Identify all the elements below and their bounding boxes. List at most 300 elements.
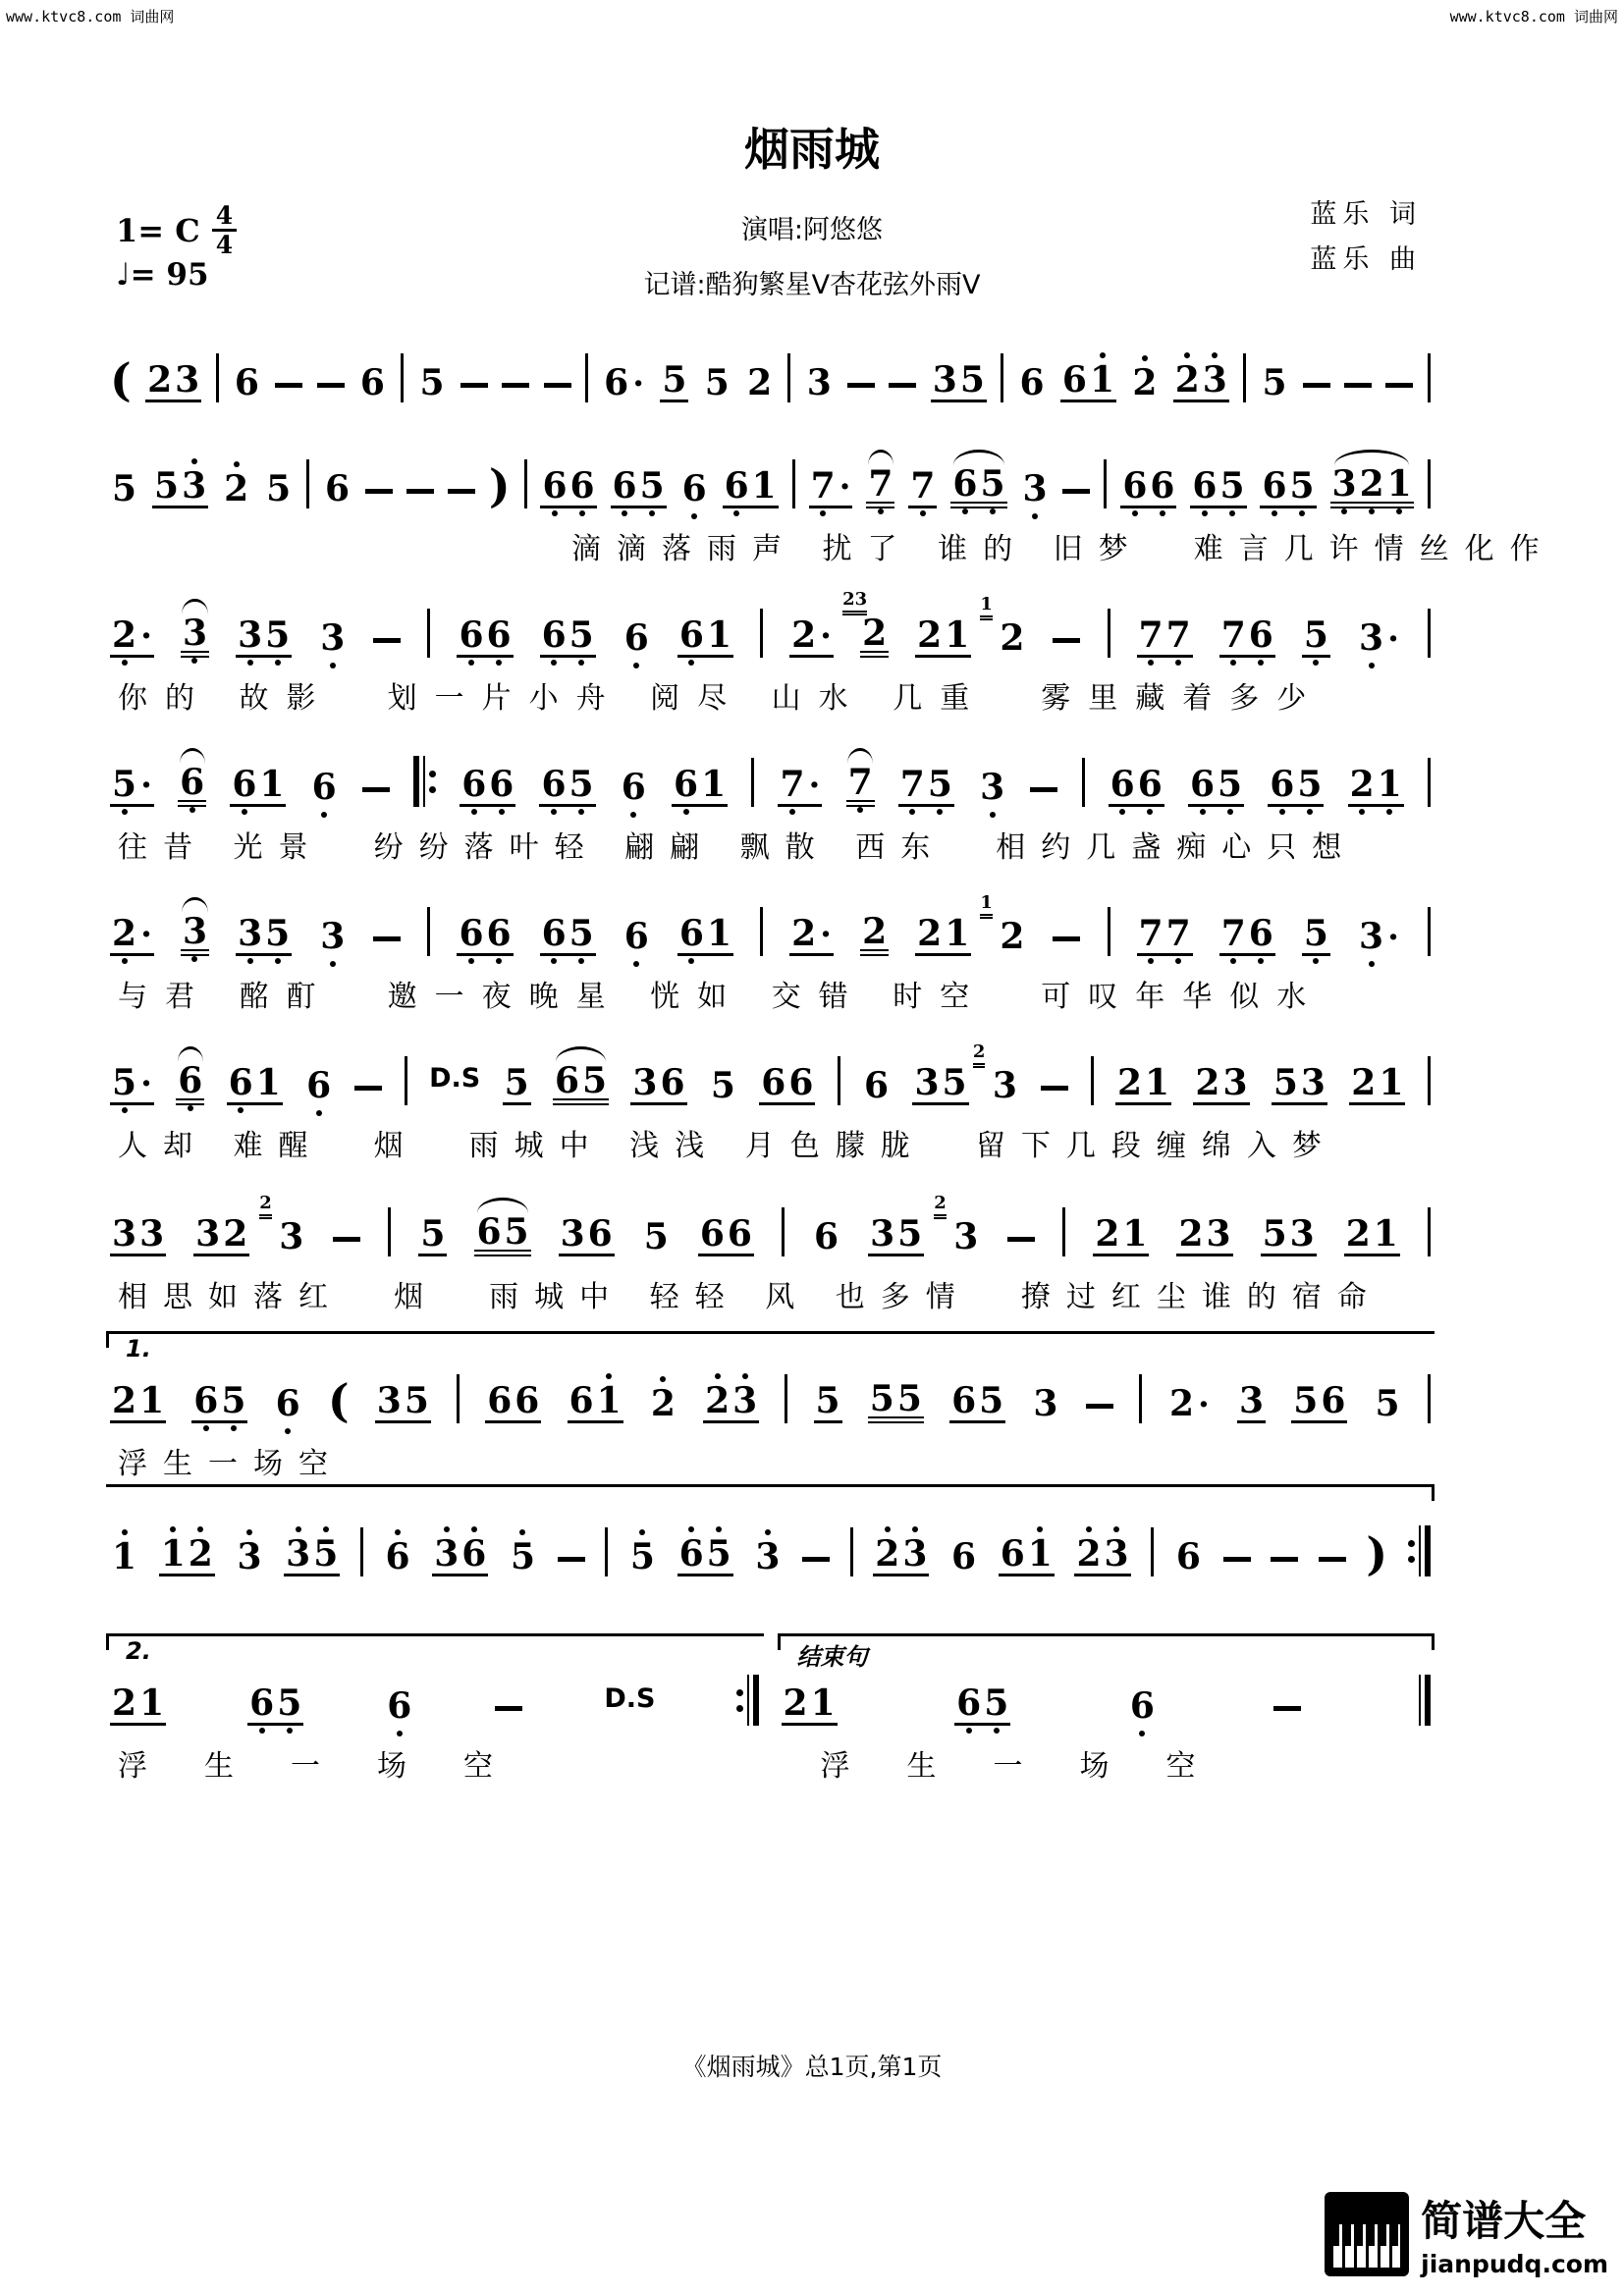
- note-digit: 3: [175, 359, 200, 400]
- augmentation-dot: ·: [140, 915, 152, 954]
- rest-dash: [460, 383, 488, 388]
- note-digits: [385, 1685, 413, 1727]
- note-digit: 2: [1132, 362, 1158, 403]
- note-group: [1176, 1213, 1232, 1256]
- note-digit: 6: [1019, 362, 1045, 403]
- repeat-thick-bar: [1425, 1525, 1431, 1576]
- note-digits: [1357, 916, 1401, 957]
- note-digit: 7: [1138, 913, 1164, 954]
- lyrics-line: 浮生一场空: [118, 1447, 344, 1481]
- note-group: [949, 1536, 978, 1577]
- augmentation-dot: ·: [808, 766, 821, 805]
- note-digit: 2: [188, 1533, 213, 1575]
- grace-notes: 1: [980, 893, 993, 919]
- note-digit: 3: [1359, 617, 1384, 659]
- note-group: [474, 1211, 530, 1256]
- note-digit: 6: [678, 913, 704, 954]
- rest-dash: [1053, 936, 1080, 941]
- note-digit: 6: [660, 1062, 685, 1103]
- note-group: [110, 1213, 166, 1256]
- note-digits: [698, 1213, 754, 1256]
- note-digit: 6: [1122, 465, 1148, 507]
- note-digits: [418, 1213, 447, 1256]
- note-digit: 3: [112, 1213, 137, 1255]
- note-digit: 5: [984, 1682, 1009, 1724]
- note-digit: 6: [604, 362, 629, 403]
- note-digits: [1260, 362, 1288, 403]
- note-digits: [159, 1533, 215, 1576]
- note-group: [745, 362, 774, 403]
- note-digit: 1: [810, 1682, 836, 1724]
- rest-dash: [406, 489, 434, 494]
- note-digit: 6: [956, 1682, 982, 1724]
- note-digit: 3: [320, 617, 346, 659]
- piano-black-keys: [1333, 2224, 1400, 2246]
- note-digit: 2: [112, 1380, 137, 1421]
- note-digit: 5: [662, 359, 687, 400]
- note-group: [1128, 1685, 1157, 1727]
- note-digit: 1: [1089, 359, 1115, 400]
- rest-dash: [1385, 383, 1413, 388]
- grace-notes: 1: [980, 595, 993, 620]
- note-digits: [1272, 1062, 1327, 1105]
- note-digits: [304, 1065, 333, 1106]
- final-barline: [1419, 1675, 1431, 1726]
- barline: [1243, 353, 1246, 402]
- note-digits: [814, 1380, 842, 1423]
- note-group: [723, 465, 779, 508]
- note-digits: [805, 362, 834, 403]
- note-digits: [110, 913, 154, 956]
- note-digits: [509, 1536, 537, 1577]
- note-digits: [680, 468, 709, 509]
- transcriber-credit: 记谱:酷狗繁星V杏花弦外雨V: [643, 270, 981, 300]
- note-digits: [152, 465, 208, 508]
- score-line: [110, 750, 1431, 866]
- note-digits: [866, 463, 894, 508]
- note-digits: [1302, 913, 1330, 956]
- note-digit: 2: [747, 362, 773, 403]
- note-group: [980, 892, 1026, 957]
- notes-row: [110, 750, 1431, 807]
- note-group: [323, 468, 352, 509]
- note-digit: 2: [1349, 764, 1375, 805]
- note-digit: 7: [868, 463, 893, 505]
- note-group: [152, 465, 208, 508]
- note-group: [703, 1380, 759, 1423]
- note-digit: 2: [224, 468, 249, 509]
- note-group: [284, 1533, 340, 1576]
- note-digit: 5: [504, 1211, 529, 1253]
- note-digit: 5: [112, 468, 137, 509]
- note-group: [1130, 362, 1159, 403]
- note-digit: 5: [897, 1213, 923, 1255]
- repeat-dots: [736, 1689, 743, 1712]
- note-digits: [1031, 1383, 1059, 1424]
- rest-dash: [317, 383, 345, 388]
- note-digit: 6: [1150, 465, 1175, 507]
- note-digits: [1344, 1213, 1400, 1256]
- note-group: [176, 1060, 204, 1105]
- barline: [427, 907, 430, 956]
- note-digit: 5: [1219, 465, 1245, 507]
- note-group: [980, 594, 1026, 659]
- note-digits: [611, 465, 667, 508]
- note-digit: 6: [306, 1065, 332, 1106]
- performer-credit: 演唱:阿悠悠: [740, 215, 884, 245]
- note-digit: 5: [568, 764, 594, 805]
- note-digit: 6: [311, 767, 337, 808]
- key-label: 1= C: [116, 211, 200, 249]
- note-digit: 3: [1331, 463, 1357, 505]
- note-digit: 1: [1386, 463, 1412, 505]
- note-group: [1167, 1383, 1212, 1424]
- note-group: [181, 911, 209, 956]
- note-group: [1268, 764, 1324, 807]
- barline: [457, 1374, 460, 1423]
- note-digit: 6: [541, 913, 567, 954]
- note-digit: 6: [459, 614, 484, 656]
- note-group: [1060, 359, 1116, 402]
- tempo-marking: ♩= 95: [116, 257, 209, 293]
- lyrics-line: 人却 难醒 烟 雨城中 浅浅 月色朦胧 留下几段缠绵入梦: [118, 1129, 1337, 1163]
- repeat-dot: [736, 1689, 743, 1696]
- note-group: [159, 1533, 215, 1576]
- note-digits: [1193, 1062, 1249, 1105]
- barline: [1428, 353, 1431, 402]
- barline: [751, 758, 754, 807]
- note-digits: [620, 767, 648, 808]
- note-group: [358, 362, 387, 403]
- note-group: [912, 1062, 968, 1105]
- barline: [1428, 1056, 1431, 1105]
- note-group: [1237, 1380, 1266, 1423]
- note-digits: [782, 1682, 838, 1726]
- barline: [787, 353, 790, 402]
- note-group: [181, 615, 209, 658]
- note-digit: 5: [568, 614, 594, 656]
- note-digit: 3: [286, 1533, 311, 1575]
- note-digits: [178, 762, 206, 807]
- note-digit: 5: [959, 359, 985, 400]
- note-digit: 2: [1095, 1213, 1120, 1255]
- note-digits: [375, 1380, 431, 1423]
- augmentation-dot: ·: [632, 364, 645, 403]
- notes-row: [110, 346, 1431, 406]
- note-digit: 6: [1189, 764, 1216, 805]
- note-digits: [931, 359, 987, 402]
- grace-notes: 23: [842, 590, 867, 615]
- note-digit: 6: [788, 1062, 814, 1103]
- note-digit: 1: [112, 1536, 137, 1577]
- note-digit: 5: [643, 1216, 669, 1257]
- note-digits: [954, 1682, 1010, 1726]
- composer-credit: 蓝乐 曲: [1310, 244, 1422, 275]
- note-digits: [759, 1062, 815, 1105]
- note-group: [1031, 1383, 1059, 1424]
- volta-bracket: [106, 1484, 1435, 1501]
- note-digit: 3: [238, 614, 263, 656]
- note-group: [677, 913, 733, 956]
- note-digit: 5: [154, 465, 180, 507]
- note-digit: 3: [1359, 916, 1384, 957]
- close-paren: ): [488, 459, 511, 512]
- note-digit: 2: [1168, 1383, 1194, 1424]
- note-digit: 3: [902, 1533, 928, 1575]
- note-digit: 5: [1262, 362, 1287, 403]
- rest-dash: [1303, 383, 1330, 388]
- score-segment: [110, 892, 1431, 1015]
- note-digits: [703, 362, 731, 403]
- note-digits: [1176, 1213, 1232, 1256]
- note-digit: 3: [980, 767, 1005, 808]
- note-digits: [951, 1216, 980, 1257]
- page-footer: 《烟雨城》总1页,第1页: [681, 2053, 943, 2081]
- note-digits: [176, 1060, 204, 1105]
- note-digit: 6: [1129, 1685, 1155, 1727]
- note-group: [677, 1533, 733, 1576]
- score-segment: [110, 1520, 1431, 1580]
- rest-dash: [1053, 638, 1080, 643]
- barline: [785, 1374, 787, 1423]
- rest-dash: [354, 1086, 382, 1091]
- notes-row: [110, 1669, 760, 1726]
- note-digit: 6: [813, 1216, 839, 1257]
- note-digits: [318, 916, 347, 957]
- note-group: [193, 1213, 249, 1256]
- note-digits: [1120, 465, 1176, 508]
- repeat-thin-bar: [747, 1675, 749, 1726]
- rest-dash: [1223, 1557, 1251, 1562]
- note-digit: 3: [992, 1065, 1017, 1106]
- note-digit: 7: [847, 762, 873, 803]
- note-digit: 2: [147, 359, 173, 400]
- lyrics-line: 与君 酩酊 邀一夜晚星 恍如 交错 时空 可叹年华似水: [118, 980, 1325, 1014]
- score-line: [110, 346, 1431, 406]
- note-digits: [110, 468, 138, 509]
- notes-row: [110, 1193, 1431, 1257]
- note-digits: [998, 916, 1026, 957]
- note-group: [630, 1062, 686, 1105]
- note-group: [235, 1536, 263, 1577]
- note-digit: 6: [461, 764, 487, 805]
- note-digits: [846, 762, 875, 807]
- note-digit: 5: [1218, 764, 1243, 805]
- note-group: [611, 465, 667, 508]
- augmentation-dot: ·: [820, 616, 833, 656]
- note-digit: 1: [160, 1533, 186, 1575]
- note-digit: 6: [486, 614, 512, 656]
- note-digit: 1: [945, 913, 970, 954]
- note-digits: [474, 1211, 530, 1256]
- note-digit: 3: [914, 1062, 940, 1103]
- note-group: [778, 764, 822, 807]
- rest-dash: [1030, 787, 1057, 792]
- note-group: [972, 1041, 1019, 1106]
- note-group: [1137, 913, 1193, 956]
- repeat-dot: [429, 771, 436, 777]
- repeat-thin-bar: [423, 756, 425, 807]
- note-group: [1261, 1213, 1317, 1256]
- note-digits: [222, 468, 250, 509]
- note-digit: 6: [193, 1380, 219, 1421]
- note-digits: [235, 1536, 263, 1577]
- note-digit: 5: [1293, 1380, 1319, 1421]
- note-group: [649, 1383, 677, 1424]
- note-digits: [432, 1533, 488, 1576]
- note-digits: [1260, 465, 1316, 508]
- note-digits: [753, 1536, 782, 1577]
- note-digits: [145, 359, 201, 402]
- note-group: [782, 1682, 838, 1726]
- site-logo: [1325, 2189, 1608, 2278]
- barline: [1091, 1056, 1094, 1105]
- augmentation-dot: ·: [839, 467, 851, 507]
- barline: [1428, 459, 1431, 508]
- note-digit: 5: [419, 362, 445, 403]
- note-group: [978, 767, 1006, 808]
- repeat-end: [1408, 1525, 1431, 1576]
- note-digit: 2: [783, 1682, 808, 1724]
- note-digits: [539, 764, 595, 807]
- repeat-dot: [736, 1705, 743, 1712]
- note-digit: 6: [678, 614, 704, 656]
- note-digit: 1: [1027, 1533, 1053, 1575]
- note-digits: [642, 1216, 671, 1257]
- note-digits: [1268, 764, 1324, 807]
- note-digit: 6: [1110, 764, 1135, 805]
- note-group: [568, 1380, 623, 1423]
- note-digits: [677, 614, 733, 658]
- note-group: [908, 465, 937, 508]
- volta-bracket: [106, 1633, 764, 1650]
- note-digits: [630, 1062, 686, 1105]
- score-line: [110, 589, 1431, 717]
- note-group: [677, 614, 733, 658]
- note-digit: 3: [1239, 1380, 1265, 1421]
- note-digit: 5: [265, 614, 291, 656]
- note-digit: 2: [705, 1380, 731, 1421]
- note-group: [110, 913, 154, 956]
- note-digit: 3: [870, 1213, 895, 1255]
- note-digit: 2: [875, 1533, 900, 1575]
- note-digit: 7: [810, 465, 836, 507]
- augmentation-dot: ·: [140, 616, 152, 656]
- note-digits: [181, 911, 209, 956]
- note-group: [485, 1380, 541, 1423]
- note-digits: [540, 913, 596, 956]
- lyrics-line: 往昔 光景 纷纷落叶轻 翩翩 飘散 西东 相约几盏痴心只想: [118, 830, 1358, 865]
- note-digits: [623, 617, 651, 659]
- note-digits: [868, 1378, 924, 1423]
- barline: [1428, 1207, 1431, 1256]
- note-digit: 5: [1289, 465, 1315, 507]
- rest-dash: [333, 1237, 360, 1242]
- note-group: [1302, 614, 1330, 658]
- barline: [1001, 353, 1003, 402]
- notes-row: [782, 1669, 1432, 1726]
- note-group: [846, 762, 875, 807]
- augmentation-dot: ·: [1387, 918, 1399, 957]
- barline: [388, 1207, 391, 1256]
- note-digit: 3: [1300, 1062, 1326, 1103]
- note-digits: [1060, 359, 1116, 402]
- note-digit: 3: [237, 1536, 262, 1577]
- note-digits: [649, 1383, 677, 1424]
- note-digit: 5: [629, 1536, 655, 1577]
- note-group: [418, 1213, 447, 1256]
- note-digits: [1174, 1536, 1203, 1577]
- note-digit: 6: [951, 1536, 977, 1577]
- note-group: [954, 1682, 1010, 1726]
- note-group: [1260, 362, 1288, 403]
- note-digits: [110, 1062, 154, 1105]
- note-group: [1302, 913, 1330, 956]
- note-digits: [247, 1682, 303, 1726]
- note-digits: [1115, 1062, 1171, 1105]
- note-digits: [1137, 913, 1193, 956]
- barline: [1108, 907, 1110, 956]
- note-digit: 1: [751, 465, 777, 507]
- note-digits: [949, 1536, 978, 1577]
- note-digits: [1128, 1685, 1157, 1727]
- note-group: [236, 614, 292, 658]
- barline: [524, 459, 527, 508]
- notes-row: [110, 1366, 1431, 1427]
- note-digit: 7: [1220, 913, 1246, 954]
- note-group: [642, 1216, 671, 1257]
- score-segment: [110, 452, 1555, 567]
- note-digit: 3: [755, 1536, 781, 1577]
- note-digit: 3: [732, 1380, 758, 1421]
- score-line: [110, 1637, 1431, 1785]
- note-group: [949, 1380, 1005, 1423]
- note-digits: [233, 362, 261, 403]
- note-digit: 7: [1165, 913, 1191, 954]
- rest-dash: [275, 383, 302, 388]
- note-digit: 6: [621, 767, 646, 808]
- note-digit: 6: [180, 762, 205, 803]
- volta-label: 2.: [126, 1637, 151, 1665]
- augmentation-dot: ·: [140, 766, 152, 805]
- close-paren: ): [1366, 1527, 1388, 1580]
- note-group: [1115, 1062, 1171, 1105]
- note-digits: [181, 615, 209, 658]
- note-digit: 5: [582, 1060, 608, 1101]
- note-digits: [789, 913, 834, 956]
- note-group: [842, 589, 889, 658]
- note-digits: [1130, 362, 1159, 403]
- note-group: [509, 1536, 537, 1577]
- note-digit: 6: [569, 465, 595, 507]
- ds-mark: D.S: [429, 1063, 481, 1094]
- note-group: [602, 362, 646, 403]
- note-digits: [110, 764, 154, 807]
- note-digit: 6: [699, 1213, 725, 1255]
- rest-dash: [495, 1706, 522, 1711]
- rest-dash: [1041, 1086, 1068, 1091]
- note-digit: 6: [554, 1060, 580, 1101]
- barline: [1108, 609, 1110, 658]
- note-group: [809, 465, 853, 508]
- repeat-begin: [413, 756, 436, 807]
- note-digits: [623, 916, 651, 957]
- note-digit: 2: [791, 614, 817, 656]
- rest-dash: [847, 383, 875, 388]
- note-digit: 5: [313, 1533, 339, 1575]
- note-digit: 6: [1175, 1536, 1201, 1577]
- note-digits: [1093, 1213, 1149, 1256]
